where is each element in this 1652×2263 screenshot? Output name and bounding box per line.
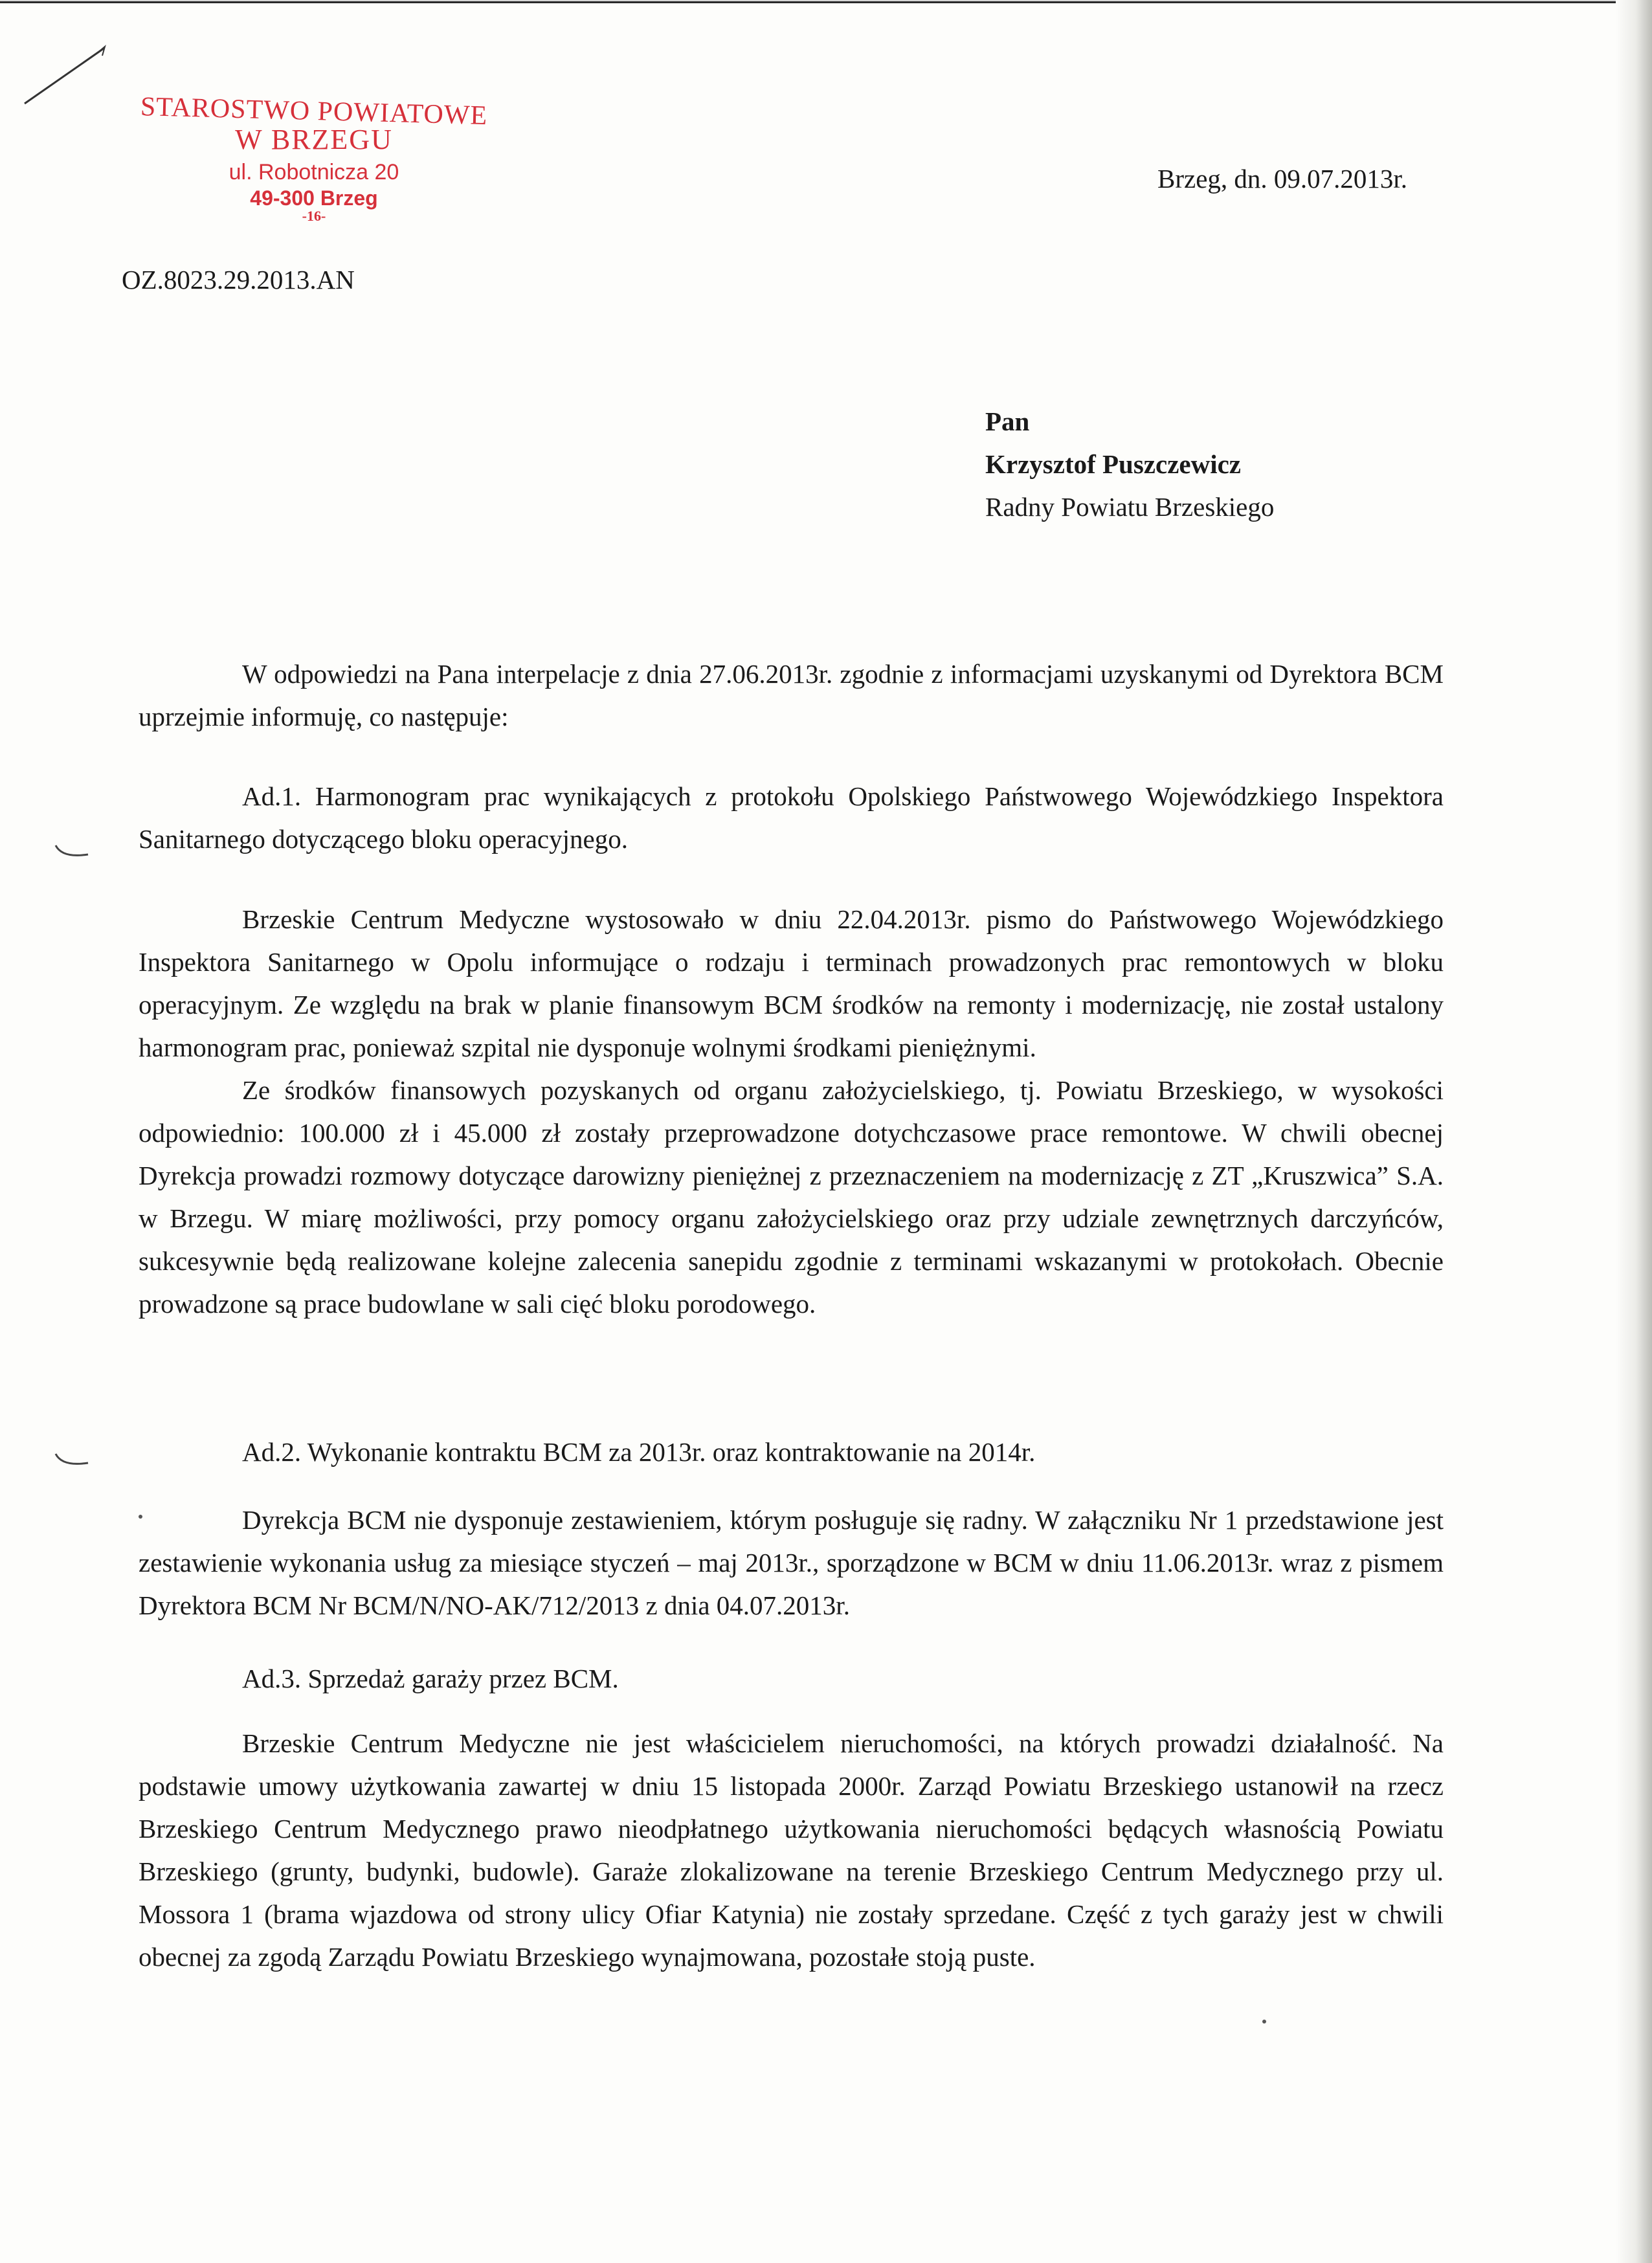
ad2-heading-block xyxy=(139,1431,1444,1473)
reference-number: OZ.8023.29.2013.AN xyxy=(122,265,355,295)
scan-speck xyxy=(1262,2020,1266,2023)
ad1-heading: Ad.1. Harmonogram prac wynikających z protokołu Opolskiego Państwowego Wojewódzkiego Inspektora Sanitarnego dotyczącego bloku operacyjnego. xyxy=(139,781,1444,854)
margin-mark-ad1 xyxy=(53,842,92,861)
recipient-title: Radny Powiatu Brzeskiego xyxy=(985,492,1275,522)
scan-edge-right xyxy=(1616,0,1652,2263)
recipient-block xyxy=(985,400,1274,528)
stamp-line-1: STAROSTWO POWIATOWE xyxy=(140,91,488,131)
ad1-content-block xyxy=(139,898,1444,1325)
letter-date: Brzeg, dn. 09.07.2013r. xyxy=(1157,164,1408,194)
body-intro-block xyxy=(139,652,1444,738)
intro-paragraph: W odpowiedzi na Pana interpelacje z dnia 27.06.2013r. zgodnie z informacjami uzyskanymi od Dyrektora BCM uprzejmie informuję, co następuje: xyxy=(139,659,1444,731)
stamp-line-2: W BRZEGU xyxy=(235,124,393,155)
ad2-content-block xyxy=(139,1499,1444,1627)
ad1-paragraph-2: Ze środków finansowych pozyskanych od organu założycielskiego, tj. Powiatu Brzeskiego, w wysokości odpowiednio: 100.000 zł i 45.000 zł zostały przeprowadzone dotychczasowe prace remontowe. W chwili obecnej Dyrekcja prowadzi rozmowy dotyczące darowizny pieniężnej z przeznaczeniem na modernizację z ZT „Kruszwica” S.A. w Brzegu. W miarę możliwości, przy pomocy organu założycielskiego oraz przy udziale zewnętrznych darczyńców, sukcesywnie będą realizowane kolejne zalecenia sanepidu zgodnie z terminami wskazanymi w protokołach. Obecnie prowadzone są prace budowlane w sali cięć bloku porodowego. xyxy=(139,1075,1444,1319)
ad1-paragraph-1: Brzeskie Centrum Medyczne wystosowało w dniu 22.04.2013r. pismo do Państwowego Wojewódzkiego Inspektora Sanitarnego w Opolu informujące o rodzaju i terminach prowadzonych prac remontowych w bloku operacyjnym. Ze względu na brak w planie finansowym BCM środków na remonty i modernizację, nie został ustalony harmonogram prac, ponieważ szpital nie dysponuje wolnymi środkami pieniężnymi. xyxy=(139,904,1444,1062)
stamp-line-5: -16- xyxy=(302,208,326,224)
ad3-content-block xyxy=(139,1722,1444,1978)
margin-mark-ad2 xyxy=(53,1450,92,1469)
ad1-heading-block xyxy=(139,775,1444,860)
stamp-line-3: ul. Robotnicza 20 xyxy=(229,160,399,184)
scan-top-rule xyxy=(0,1,1616,3)
recipient-name: Krzysztof Puszczewicz xyxy=(985,449,1241,479)
margin-dot xyxy=(139,1515,142,1519)
ad3-paragraph-1: Brzeskie Centrum Medyczne nie jest właścicielem nieruchomości, na których prowadzi działalność. Na podstawie umowy użytkowania zawartej w dniu 15 listopada 2000r. Zarząd Powiatu Brzeskiego ustanowił na rzecz Brzeskiego Centrum Medycznego prawo nieodpłatnego użytkowania nieruchomości będących własnością Powiatu Brzeskiego (grunty, budynki, budowle). Garaże zlokalizowane na terenie Brzeskiego Centrum Medycznego przy ul. Mossora 1 (brama wjazdowa od strony ulicy Ofiar Katynia) nie zostały sprzedane. Część z tych garaży jest w chwili obecnej za zgodą Zarządu Powiatu Brzeskiego wynajmowana, pozostałe stoją puste. xyxy=(139,1728,1444,1972)
recipient-salutation: Pan xyxy=(985,407,1030,436)
official-stamp xyxy=(133,91,495,225)
stamp-line-4: 49-300 Brzeg xyxy=(250,186,378,210)
ad3-heading: Ad.3. Sprzedaż garaży przez BCM. xyxy=(242,1664,619,1693)
ad2-heading: Ad.2. Wykonanie kontraktu BCM za 2013r. oraz kontraktowanie na 2014r. xyxy=(242,1437,1036,1467)
ad3-heading-block xyxy=(139,1657,1444,1700)
ad2-paragraph-1: Dyrekcja BCM nie dysponuje zestawieniem, którym posługuje się radny. W załączniku Nr 1 przedstawione jest zestawienie wykonania usług za miesiące styczeń – maj 2013r., sporządzone w BCM w dniu 11.06.2013r. wraz z pismem Dyrektora BCM Nr BCM/N/NO-AK/712/2013 z dnia 04.07.2013r. xyxy=(139,1505,1444,1620)
